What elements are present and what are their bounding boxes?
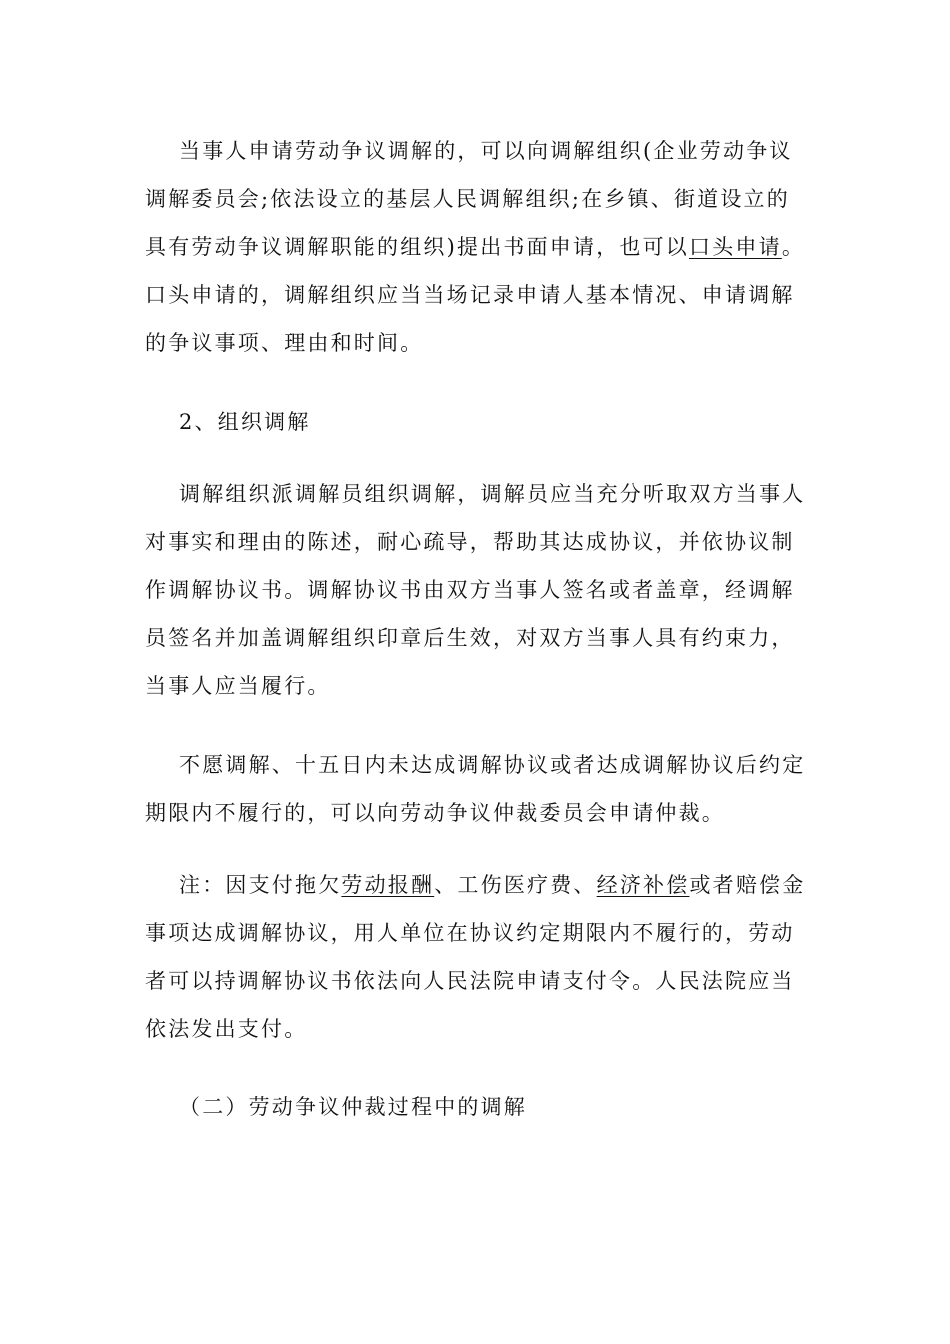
paragraph-arbitration: 不愿调解、十五日内未达成调解协议或者达成调解协议后约定期限内不履行的，可以向劳动争议仲裁委员会申请仲裁。 xyxy=(145,753,806,825)
paragraph-text: 或者赔偿金事项达成调解协议，用人单位在协议约定期限内不履行的，劳动者可以持调解协议书依法向人民法院申请支付令。人民法院应当依法发出支付。 xyxy=(145,873,806,1041)
paragraph-text: 、工伤医疗费、 xyxy=(434,873,597,897)
section-heading-organize-mediation: 2、组织调解 xyxy=(179,410,311,434)
economic-compensation-link[interactable]: 经济补偿 xyxy=(596,873,690,897)
section-heading-arbitration-mediation: （二）劳动争议仲裁过程中的调解 xyxy=(179,1095,527,1119)
paragraph-text: 注：因支付拖欠 xyxy=(179,873,342,897)
paragraph-application xyxy=(145,127,813,367)
paragraph-mediation-process: 调解组织派调解员组织调解，调解员应当充分听取双方当事人对事实和理由的陈述，耐心疏导，帮助其达成协议，并依协议制作调解协议书。调解协议书由双方当事人签名或者盖章，经调解员签名并加盖调解组织印章后生效，对双方当事人具有约束力，当事人应当履行。 xyxy=(145,482,806,698)
paragraph-text: 。口头申请的，调解组织应当当场记录申请人基本情况、申请调解的争议事项、理由和时间。 xyxy=(145,235,806,355)
paragraph-text: 当事人申请劳动争议调解的，可以向调解组织(企业劳动争议调解委员会;依法设立的基层人民调解组织;在乡镇、街道设立的具有劳动争议调解职能的组织)提出书面申请，也可以 xyxy=(145,139,793,259)
paragraph-note xyxy=(145,861,813,1053)
oral-application-link[interactable]: 口头申请 xyxy=(689,235,782,259)
labor-remuneration-link[interactable]: 劳动报酬 xyxy=(341,873,435,897)
